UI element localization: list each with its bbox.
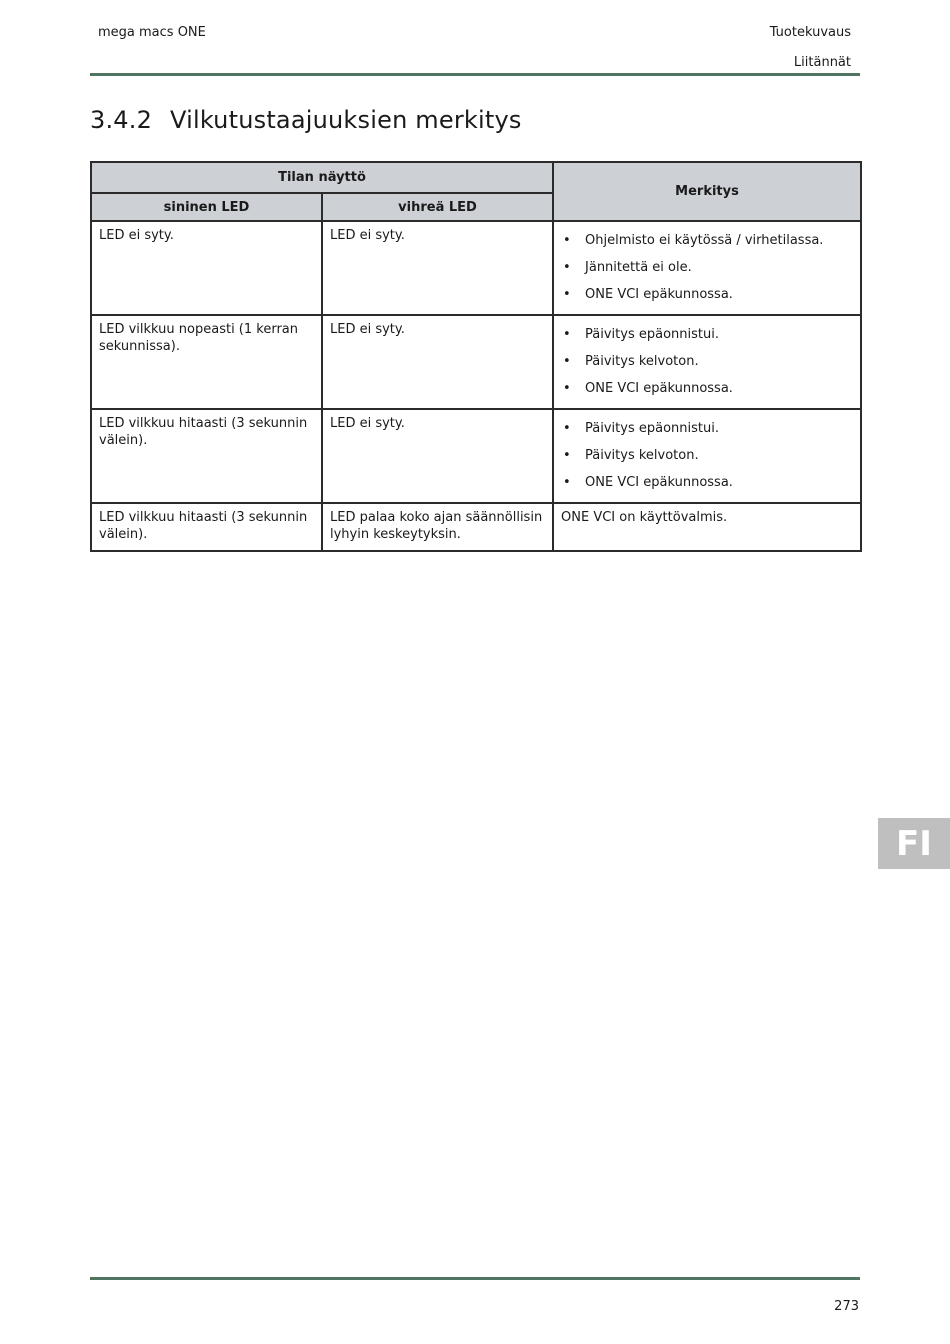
language-tab: FI — [878, 818, 950, 869]
green-led-header: vihreä LED — [322, 193, 553, 221]
list-item: • ONE VCI epäkunnossa. — [561, 380, 853, 397]
green-led-cell: LED palaa koko ajan säännöllisin lyhyin keskeytyksin. — [322, 503, 553, 551]
header-chapter: Tuotekuvaus — [769, 25, 851, 40]
meaning-list — [561, 227, 853, 306]
blue-led-cell: LED vilkkuu nopeasti (1 kerran sekunnissa). — [91, 315, 322, 409]
list-item: • Päivitys kelvoton. — [561, 353, 853, 370]
green-led-cell: LED ei syty. — [322, 315, 553, 409]
table-row — [91, 503, 861, 551]
meaning-header: Merkitys — [553, 162, 861, 221]
green-led-cell: LED ei syty. — [322, 221, 553, 315]
header-subchapter: Liitännät — [793, 55, 851, 70]
header-product-name: mega macs ONE — [98, 25, 206, 40]
green-led-cell: LED ei syty. — [322, 409, 553, 503]
header-divider — [90, 73, 860, 76]
led-meaning-table — [90, 161, 862, 552]
list-item: • Päivitys kelvoton. — [561, 447, 853, 464]
meaning-list — [561, 321, 853, 400]
meaning-cell — [553, 221, 861, 315]
section-heading — [90, 106, 522, 134]
blue-led-cell: LED vilkkuu hitaasti (3 sekunnin välein). — [91, 503, 322, 551]
page-number: 273 — [834, 1299, 859, 1314]
list-item: • Jännitettä ei ole. — [561, 259, 853, 276]
list-item: • Ohjelmisto ei käytössä / virhetilassa. — [561, 232, 853, 249]
footer-divider — [90, 1277, 860, 1280]
table-row — [91, 315, 861, 409]
table-row — [91, 221, 861, 315]
section-number: 3.4.2 — [90, 106, 153, 134]
meaning-cell — [553, 315, 861, 409]
list-item: • Päivitys epäonnistui. — [561, 420, 853, 437]
meaning-cell — [553, 409, 861, 503]
blue-led-cell: LED ei syty. — [91, 221, 322, 315]
list-item: • ONE VCI epäkunnossa. — [561, 286, 853, 303]
list-item: • ONE VCI epäkunnossa. — [561, 474, 853, 491]
status-display-header: Tilan näyttö — [91, 162, 553, 193]
section-title: Vilkutustaajuuksien merkitys — [170, 106, 522, 134]
blue-led-header: sininen LED — [91, 193, 322, 221]
blue-led-cell: LED vilkkuu hitaasti (3 sekunnin välein). — [91, 409, 322, 503]
meaning-list — [561, 415, 853, 494]
list-item: • Päivitys epäonnistui. — [561, 326, 853, 343]
table-row — [91, 409, 861, 503]
meaning-cell: ONE VCI on käyttövalmis. — [553, 503, 861, 551]
